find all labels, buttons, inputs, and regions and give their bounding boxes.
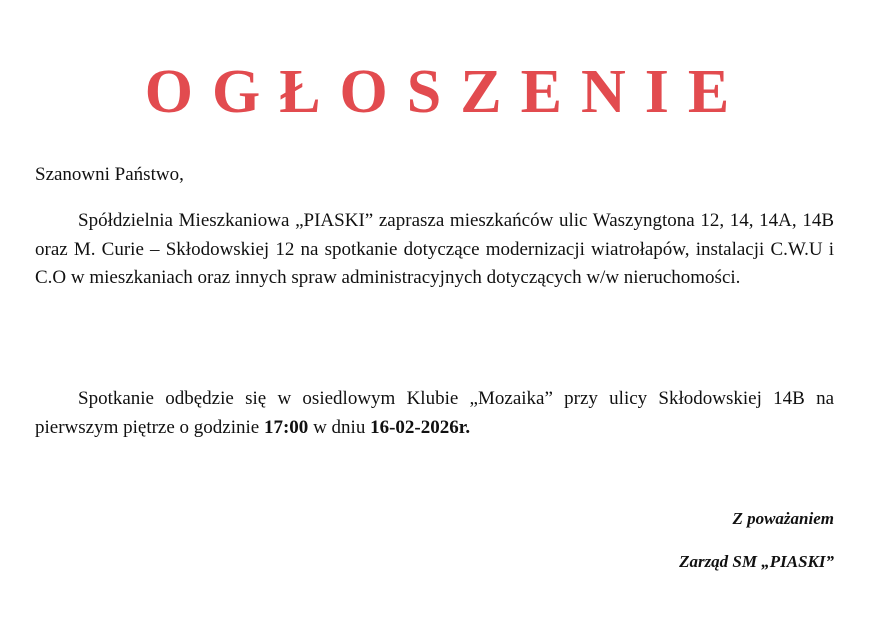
signature-closing: Z poważaniem (732, 509, 834, 528)
salutation: Szanowni Państwo, (35, 164, 184, 185)
meeting-date-prefix: w dniu (308, 416, 371, 438)
meeting-time: 17:00 (263, 416, 309, 438)
meeting-date: 16-02-2026r. (370, 416, 471, 438)
paragraph-meeting-details (35, 385, 834, 442)
paragraph-invitation: Spółdzielnia Mieszkaniowa „PIASKI” zaprasza mieszkańców ulic Waszyngtona 12, 14, 14A, 14B oraz M. Curie – Skłodowskiej 12 na spotkanie dotyczące modernizacji wiatrołapów, instalacji C.W.U i C.O w mieszkaniach oraz innych spraw administracyjnych dotyczących w/w nieruchomości. (35, 210, 834, 288)
signature-signer: Zarząd SM „PIASKI” (679, 552, 834, 571)
meeting-location-text: Spotkanie odbędzie się w osiedlowym Klubie „Mozaika” przy ulicy Skłodowskiej 14B na pierwszym piętrze o godzinie (35, 388, 834, 438)
announcement-title: OGŁOSZENIE (144, 58, 749, 126)
